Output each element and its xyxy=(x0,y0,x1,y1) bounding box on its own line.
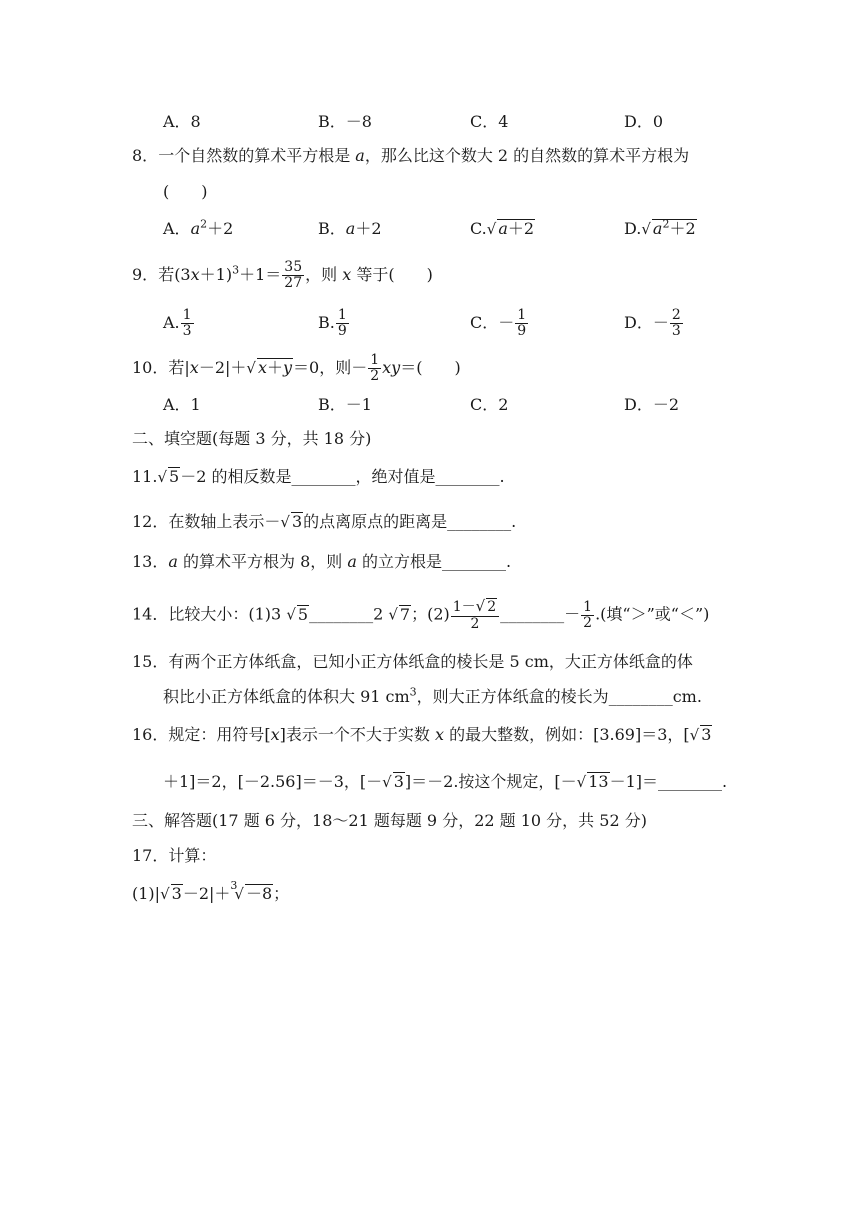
q12-text-2: 的点离原点的距离是 xyxy=(303,512,448,531)
radical-sign-icon: √ xyxy=(486,220,497,238)
q9-opt-c-frac xyxy=(515,308,528,339)
radical-sign-icon: √ xyxy=(576,773,587,791)
q12-number: 12． xyxy=(132,512,169,531)
q9-option-c xyxy=(470,308,529,339)
q14-radicand-2: 7 xyxy=(399,604,411,624)
q13-number: 13． xyxy=(132,552,169,571)
q9-option-b xyxy=(318,308,350,339)
cube-root-sign-icon: √ xyxy=(234,885,244,903)
q14-text-2: 2 xyxy=(373,604,389,624)
q11-number: 11. xyxy=(132,467,158,486)
q13-blank: ________ xyxy=(442,552,507,571)
q8-opt-c-radicand xyxy=(497,219,535,237)
q9-cube-exp: 3 xyxy=(232,263,240,277)
q8-opt-d-tail: ＋2 xyxy=(669,219,696,238)
q12-radicand: 3 xyxy=(291,512,303,531)
q8-opt-b-var: a xyxy=(345,219,356,238)
q16-text-7: . xyxy=(722,772,728,791)
q9-frac-den: 27 xyxy=(284,275,303,291)
q9-fraction xyxy=(282,260,304,291)
radical-sign-icon: √ xyxy=(641,220,651,238)
radical-sign-icon: √ xyxy=(280,513,290,531)
q16-line-2 xyxy=(163,772,727,792)
q11-blank-1: ________ xyxy=(291,467,356,486)
q9-opt-d-label: D．－ xyxy=(624,313,669,332)
q9-opt-a-label: A. xyxy=(163,313,180,332)
q16-radicand-1: 3 xyxy=(701,725,712,744)
q17-part-1 xyxy=(132,879,290,906)
q10-number: 10． xyxy=(132,358,169,377)
q7-option-a: A．8 xyxy=(163,112,201,131)
q8-opt-d-exp: 2 xyxy=(662,217,670,231)
q15-number: 15． xyxy=(132,652,169,671)
q8-option-b xyxy=(318,219,382,239)
q10-mid: －2|＋ xyxy=(198,358,247,377)
q9-opt-b-num: 1 xyxy=(337,307,347,323)
q8-opt-d-label: D. xyxy=(624,219,642,238)
q9-opt-c-num: 1 xyxy=(517,307,527,323)
q15-text-3: ，则大正方体纸盒的棱长为 xyxy=(416,687,609,706)
q8-opt-a-exp: 2 xyxy=(200,217,208,231)
q11-blank-2: ________ xyxy=(435,467,500,486)
q8-option-a xyxy=(163,219,233,239)
q9-number: 9． xyxy=(132,265,159,284)
q17-p1-pre: (1)| xyxy=(132,884,161,903)
q7-option-d: D．0 xyxy=(624,112,664,131)
q13-text-2: 的立方根是 xyxy=(356,552,443,571)
q15-exp: 3 xyxy=(409,685,417,699)
q11-text-3: . xyxy=(499,467,505,486)
q17-root-index: 3 xyxy=(230,879,238,892)
q14-text-4: － xyxy=(564,604,581,624)
q14-fraction-1 xyxy=(451,598,499,632)
q9-option-a xyxy=(163,308,195,339)
q16-radicand-2: 3 xyxy=(393,772,404,791)
q11-radicand: 5 xyxy=(169,467,180,486)
q17-p1-tail: ； xyxy=(273,884,290,903)
q12-text-1: 在数轴上表示－ xyxy=(168,512,281,531)
q16-radicand-3: 13 xyxy=(588,772,609,791)
q10-var-x: x xyxy=(189,358,199,377)
q8-option-d xyxy=(624,219,697,239)
q9-tail-2: 等于( ) xyxy=(351,265,433,284)
q9-var-x: x xyxy=(190,265,200,284)
q16-var-x-2: x xyxy=(435,725,445,744)
q15-blank: ________ xyxy=(608,687,673,706)
q14-blank-2: ________ xyxy=(500,604,565,624)
q7-option-c: C．4 xyxy=(470,112,509,131)
section-3-heading: 三、解答题(17 题 6 分，18～21 题每题 9 分，22 题 10 分，共 52 分) xyxy=(132,811,647,830)
q8-stem-text-2: ，那么比这个数大 2 的自然数的算术平方根为 xyxy=(364,146,690,165)
q9-pre: 若(3 xyxy=(158,265,191,284)
q14-frac2-den: 2 xyxy=(583,614,593,631)
q13-var-a: a xyxy=(168,552,178,571)
q16-text-4: ＋1]＝2，[－2.56]＝－3，[－ xyxy=(163,772,383,791)
q11-text-2: ，绝对值是 xyxy=(355,467,436,486)
q14-text-3: ；(2) xyxy=(411,604,450,624)
q16-text-5: ]＝－2.按这个规定，[－ xyxy=(404,772,577,791)
q9-opt-a-den: 3 xyxy=(182,323,192,339)
q15-line-1 xyxy=(132,652,693,672)
q12-blank: ________ xyxy=(447,512,512,531)
q17-number: 17． xyxy=(132,846,169,865)
q9-opt-d-frac xyxy=(670,308,683,339)
q17-title-text: 计算： xyxy=(168,846,217,865)
q12-text-3: . xyxy=(511,512,517,531)
q13-text-1: 的算术平方根为 8，则 xyxy=(177,552,348,571)
q14-text-5: .(填“＞”或“＜”) xyxy=(595,604,710,624)
q8-stem xyxy=(132,146,689,166)
q16-blank: ________ xyxy=(658,772,723,791)
q9-opt-c-label: C．－ xyxy=(470,313,515,332)
q10-stem xyxy=(132,353,461,384)
q8-opt-c-var: a xyxy=(498,219,508,238)
radical-sign-icon: √ xyxy=(475,597,486,615)
q8-opt-b-tail: ＋2 xyxy=(355,219,382,238)
q14-fraction-2 xyxy=(581,600,594,631)
q8-number: 8． xyxy=(132,146,159,165)
radical-sign-icon: √ xyxy=(246,359,256,377)
q13-stem xyxy=(132,552,511,572)
q9-opt-b-label: B. xyxy=(318,313,335,332)
q16-text-1: 规定：用符号[ xyxy=(168,725,271,744)
q14-frac1-den: 2 xyxy=(470,616,480,632)
q16-var-x: x xyxy=(270,725,280,744)
radical-sign-icon: √ xyxy=(382,773,392,791)
q16-line-1 xyxy=(132,725,712,745)
q9-opt-b-frac xyxy=(336,308,349,339)
q9-tail-1: ，则 xyxy=(305,265,343,284)
q12-stem xyxy=(132,512,516,532)
radical-sign-icon: √ xyxy=(286,605,296,624)
q8-opt-a-tail: ＋2 xyxy=(207,219,234,238)
q9-opt-a-num: 1 xyxy=(182,307,192,323)
q8-opt-c-label: C. xyxy=(470,219,487,238)
section-2-heading: 二、填空题(每题 3 分，共 18 分) xyxy=(132,429,372,448)
q8-opt-b-label: B． xyxy=(318,219,346,238)
q10-option-d: D．－2 xyxy=(624,395,680,414)
q16-text-2: ]表示一个不大于实数 xyxy=(279,725,435,744)
q10-pre: 若| xyxy=(168,358,190,377)
q16-text-6: －1]＝ xyxy=(609,772,659,791)
q14-text-1: 比较大小：(1)3 xyxy=(168,604,287,624)
q14-frac1-num xyxy=(451,598,499,617)
q9-frac-num: 35 xyxy=(284,259,303,275)
q14-frac1-radicand: 2 xyxy=(487,599,497,615)
q8-var-a: a xyxy=(355,146,365,165)
radical-sign-icon: √ xyxy=(160,885,170,903)
q10-frac-den: 2 xyxy=(370,368,380,384)
q10-tail: ＝( ) xyxy=(400,358,461,377)
radical-sign-icon: √ xyxy=(157,468,168,486)
q10-xy: xy xyxy=(382,358,401,377)
q15-line-2 xyxy=(163,687,702,707)
q9-mid: ＋1) xyxy=(199,265,233,284)
q15-text-4: cm. xyxy=(672,687,702,706)
q14-frac2-num: 1 xyxy=(583,598,593,615)
q10-eq: ＝0，则－ xyxy=(293,358,368,377)
q11-stem xyxy=(132,467,505,487)
q10-radicand xyxy=(257,358,293,376)
q10-frac-num: 1 xyxy=(370,352,380,368)
q10-rad-y: y xyxy=(283,358,293,377)
q14-blank-1: ________ xyxy=(309,604,374,624)
q10-rad-plus: ＋ xyxy=(266,358,283,377)
q8-stem-text-1: 一个自然数的算术平方根是 xyxy=(158,146,356,165)
q8-option-c xyxy=(470,219,535,239)
q8-opt-a-label: A． xyxy=(163,219,191,238)
q9-eq: ＋1＝ xyxy=(239,265,282,284)
q9-opt-b-den: 9 xyxy=(337,323,347,339)
q14-number: 14． xyxy=(132,604,169,624)
q17-p1-radicand: 3 xyxy=(171,884,182,903)
q8-answer-paren: ( ) xyxy=(163,182,208,201)
q9-opt-d-den: 3 xyxy=(671,323,681,339)
q8-opt-d-radicand xyxy=(652,219,697,237)
q11-text-1: －2 的相反数是 xyxy=(180,467,292,486)
q8-opt-a-var: a xyxy=(190,219,201,238)
q13-text-3: . xyxy=(506,552,512,571)
q9-opt-a-frac xyxy=(181,308,194,339)
radical-sign-icon: √ xyxy=(689,726,700,744)
q9-tail-var-x: x xyxy=(342,265,352,284)
q14-radicand-1: 5 xyxy=(297,604,309,624)
q14-frac1-num-pre: 1－ xyxy=(452,599,476,615)
q16-number: 16． xyxy=(132,725,169,744)
q10-fraction xyxy=(368,353,381,384)
q8-opt-c-tail: ＋2 xyxy=(507,219,535,238)
q10-option-a: A．1 xyxy=(163,395,201,414)
q10-option-b: B．－1 xyxy=(318,395,372,414)
q15-text-1: 有两个正方体纸盒，已知小正方体纸盒的棱长是 5 cm，大正方体纸盒的体 xyxy=(168,652,693,671)
q9-option-d xyxy=(624,308,684,339)
q15-text-2: 积比小正方体纸盒的体积大 91 cm xyxy=(163,687,410,706)
q17-title xyxy=(132,846,216,866)
q13-var-a-2: a xyxy=(347,552,357,571)
q16-text-3: 的最大整数，例如：[3.69]＝3，[ xyxy=(444,725,690,744)
q10-option-c: C．2 xyxy=(470,395,509,414)
q17-p1-mid: －2|＋ xyxy=(182,884,231,903)
q9-opt-c-den: 9 xyxy=(517,323,527,339)
q17-p1-radicand-2: －8 xyxy=(245,884,273,903)
q14-stem xyxy=(132,598,709,632)
radical-sign-icon: √ xyxy=(388,605,398,624)
q10-rad-x: x xyxy=(257,358,267,377)
q9-stem xyxy=(132,260,433,291)
q9-opt-d-num: 2 xyxy=(671,307,681,323)
q7-option-b: B．－8 xyxy=(318,112,372,131)
q8-opt-d-var: a xyxy=(652,219,663,238)
